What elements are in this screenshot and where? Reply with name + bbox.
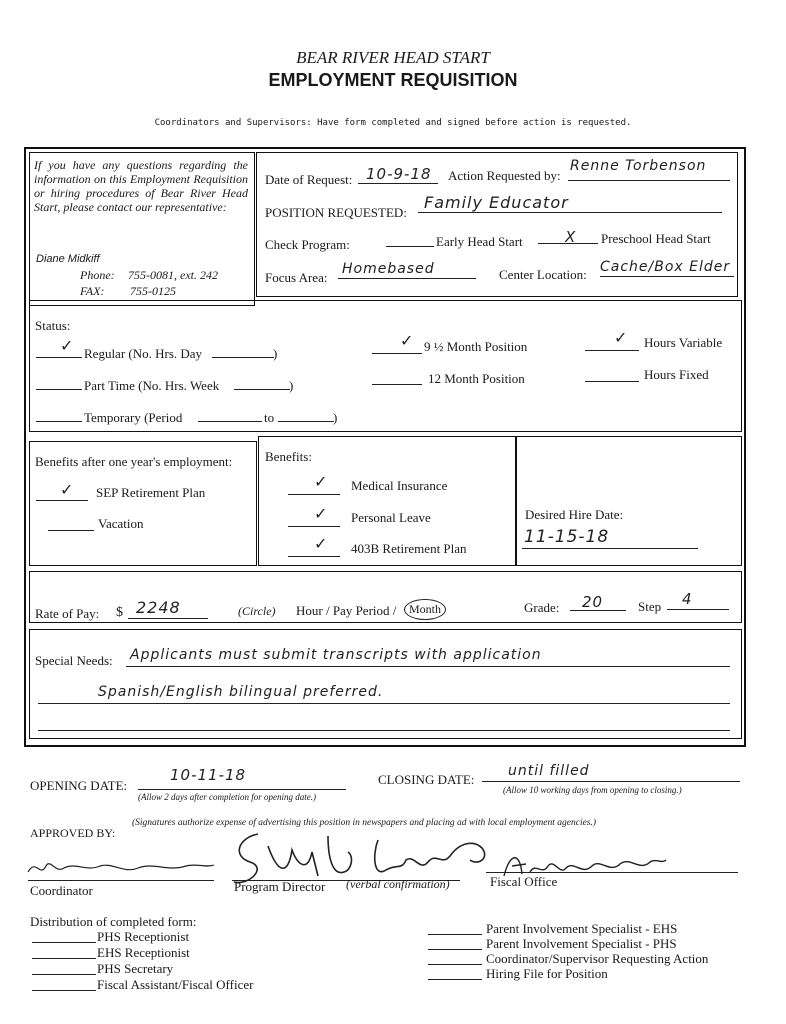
special-needs-label: Special Needs: (35, 653, 113, 668)
date-of-request-value[interactable]: 10-9-18 (366, 165, 432, 183)
dist-coordinator-supervisor: Coordinator/Supervisor Requesting Action (486, 951, 709, 966)
403b-retirement-label: 403B Retirement Plan (351, 541, 467, 556)
medical-insurance-label: Medical Insurance (351, 478, 448, 493)
form-instruction: Coordinators and Supervisors: Have form completed and signed before action is requested. (154, 118, 632, 128)
hours-variable-label: Hours Variable (644, 335, 723, 350)
nine-half-check-mark[interactable]: ✓ (400, 331, 414, 350)
focus-area-label: Focus Area: (265, 270, 328, 285)
closing-date-note: (Allow 10 working days from opening to closing.) (503, 785, 682, 795)
personal-leave-label: Personal Leave (351, 510, 431, 525)
opening-date-note: (Allow 2 days after completion for opening date.) (138, 792, 316, 802)
dist-phs-receptionist: PHS Receptionist (97, 929, 190, 944)
dist-ehs-receptionist: EHS Receptionist (97, 945, 190, 960)
month-option-circled[interactable]: Month (404, 599, 446, 620)
center-location-label: Center Location: (499, 267, 587, 282)
approval-note: (Signatures authorize expense of advertising this position in newspapers and placing ad with local employment agencies.) (132, 818, 597, 828)
dist-parent-involvement-ehs: Parent Involvement Specialist - EHS (486, 921, 678, 936)
part-time-label: Part Time (No. Hrs. Week (84, 378, 220, 393)
dist-hiring-file: Hiring File for Position (486, 966, 608, 981)
grade-value[interactable]: 20 (582, 593, 604, 611)
rate-of-pay-value[interactable]: 2248 (136, 598, 181, 617)
dist-parent-involvement-phs: Parent Involvement Specialist - PHS (486, 936, 677, 951)
organization-name: BEAR RIVER HEAD START (296, 48, 490, 67)
distribution-label: Distribution of completed form: (30, 914, 197, 929)
fax-value: 755-0125 (130, 284, 176, 298)
benefits-label: Benefits: (265, 449, 312, 464)
step-value[interactable]: 4 (682, 590, 693, 608)
desired-hire-date-label: Desired Hire Date: (525, 507, 624, 522)
personal-leave-check-mark[interactable]: ✓ (314, 504, 328, 523)
closing-date-label: CLOSING DATE: (378, 772, 475, 787)
regular-close-paren: ) (273, 346, 278, 361)
dist-fiscal-assistant: Fiscal Assistant/Fiscal Officer (97, 977, 254, 992)
check-program-label: Check Program: (265, 237, 350, 252)
temporary-to-label: to (264, 410, 275, 425)
action-requested-value[interactable]: Renne Torbenson (570, 158, 707, 174)
grade-label: Grade: (524, 600, 560, 615)
special-needs-line-1[interactable]: Applicants must submit transcripts with application (130, 647, 542, 663)
opening-date-label: OPENING DATE: (30, 778, 128, 793)
closing-date-value[interactable]: until filled (508, 763, 590, 779)
contact-name: Diane Midkiff (36, 253, 100, 265)
status-label: Status: (35, 318, 71, 333)
phone-value: 755-0081, ext. 242 (128, 268, 218, 282)
opening-date-value[interactable]: 10-11-18 (170, 766, 247, 784)
form-title: EMPLOYMENT REQUISITION (268, 70, 518, 90)
temporary-label: Temporary (Period (84, 410, 183, 425)
temporary-close-paren: ) (333, 410, 338, 425)
nine-half-month-label: 9 ½ Month Position (424, 339, 528, 354)
fiscal-office-label: Fiscal Office (490, 874, 558, 889)
dist-phs-secretary: PHS Secretary (97, 961, 174, 976)
sep-retirement-label: SEP Retirement Plan (96, 485, 206, 500)
step-label: Step (638, 599, 662, 614)
hours-variable-check-mark[interactable]: ✓ (614, 328, 628, 347)
program-director-label: Program Director (234, 879, 326, 894)
hours-fixed-label: Hours Fixed (644, 367, 709, 382)
early-head-start-label: Early Head Start (436, 234, 523, 249)
circle-instruction: (Circle) (238, 604, 276, 618)
center-location-value[interactable]: Cache/Box Elder (600, 259, 731, 275)
special-needs-line-2[interactable]: Spanish/English bilingual preferred. (98, 684, 384, 700)
hour-pay-period-options: Hour / Pay Period / (296, 603, 397, 618)
benefits-after-label: Benefits after one year's employment: (35, 454, 233, 469)
focus-area-value[interactable]: Homebased (342, 261, 435, 277)
part-time-close-paren: ) (289, 378, 294, 393)
regular-check-mark[interactable]: ✓ (60, 336, 74, 355)
twelve-month-label: 12 Month Position (428, 371, 525, 386)
coordinator-signature (26, 848, 216, 884)
medical-check-mark[interactable]: ✓ (314, 472, 328, 491)
sep-check-mark[interactable]: ✓ (60, 480, 74, 499)
regular-label: Regular (No. Hrs. Day (84, 346, 203, 361)
approved-by-label: APPROVED BY: (30, 826, 116, 840)
position-requested-value[interactable]: Family Educator (424, 193, 569, 212)
date-of-request-label: Date of Request: (265, 172, 353, 187)
action-requested-label: Action Requested by: (448, 168, 561, 183)
preschool-head-start-label: Preschool Head Start (601, 231, 711, 246)
rate-of-pay-label: Rate of Pay: (35, 606, 100, 621)
vacation-label: Vacation (98, 516, 144, 531)
preschool-check-mark[interactable]: X (565, 228, 577, 246)
verbal-confirmation-note: (verbal confirmation) (346, 877, 450, 891)
position-requested-label: POSITION REQUESTED: (265, 205, 407, 220)
desired-hire-date-value[interactable]: 11-15-18 (524, 527, 610, 547)
fax-label: FAX: (80, 284, 105, 298)
pay-currency: $ (116, 605, 123, 620)
phone-label: Phone: (80, 268, 115, 282)
403b-check-mark[interactable]: ✓ (314, 534, 328, 553)
contact-text: If you have any questions regarding the information on this Employment Requisition or hiring procedures of Bear River Head Start, please contact our representative: (34, 158, 248, 214)
coordinator-label: Coordinator (30, 883, 93, 898)
